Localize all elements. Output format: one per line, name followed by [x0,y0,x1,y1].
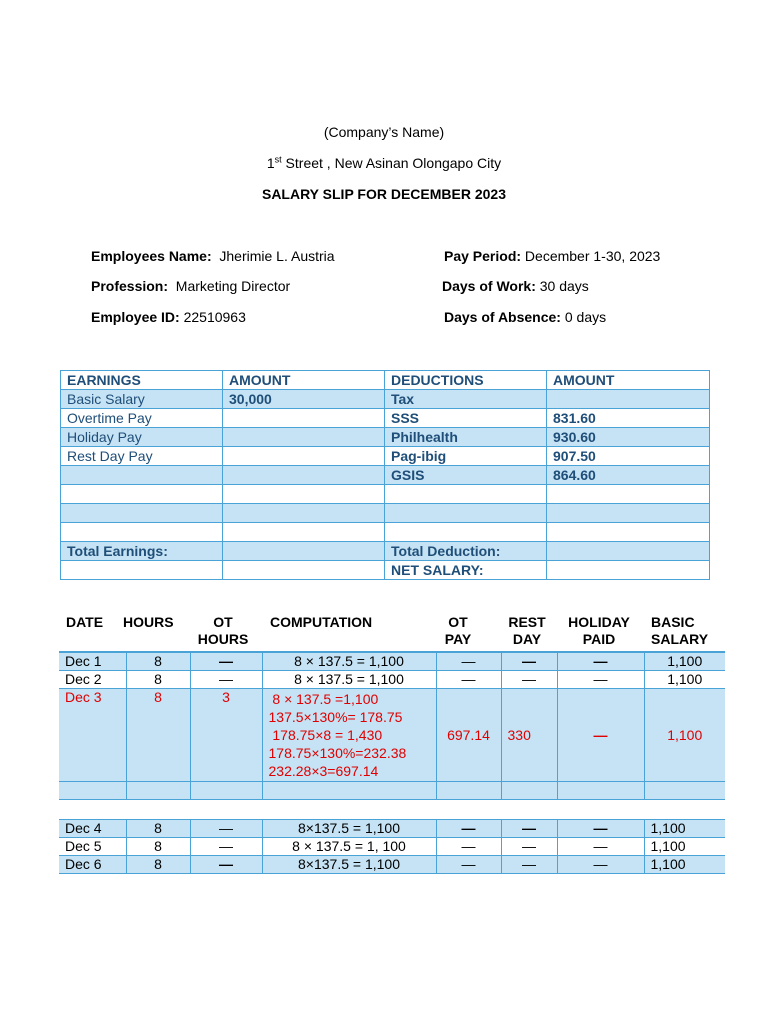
address-street: Street , New Asinan Olongapo City [281,155,502,171]
cell-ot-hours: 3 [190,689,262,782]
deduction-label: GSIS [385,466,547,485]
days-of-work-value: 30 days [539,278,589,294]
cell-basic: 1,100 [644,689,725,782]
empty-cell [262,782,436,800]
table-row [61,447,710,466]
header-hours: HOURS [123,614,174,630]
cell-date: Dec 3 [59,689,126,782]
empty-cell [385,523,547,542]
header-ot-pay-line1: OT [448,614,468,630]
cell-hours: 8 [126,838,190,856]
days-of-absence-line [444,309,606,325]
company-address [0,155,768,171]
earning-label: Rest Day Pay [61,447,223,466]
employee-id-label: Employee ID: [91,309,180,325]
cell-ot-hours: — [190,671,262,689]
profession-line [91,278,290,294]
earning-label: Basic Salary [61,390,223,409]
cell-rest-day: — [501,856,557,874]
earning-amount: 30,000 [223,390,385,409]
table-row [61,504,710,523]
cell-basic: 1,100 [644,856,725,874]
empty-cell [385,485,547,504]
total-deduction-label: Total Deduction: [385,542,547,561]
employee-name-line [91,248,335,264]
computation-line: 178.75×8 = 1,430 [268,727,383,743]
cell-hours: 8 [126,671,190,689]
empty-cell [61,561,223,580]
empty-cell [557,800,644,820]
net-salary-label: NET SALARY: [385,561,547,580]
computation-line: 8 × 137.5 =1,100 [268,691,379,707]
cell-holiday: — [557,838,644,856]
header-earnings: EARNINGS [61,371,223,390]
pay-period-label: Pay Period: [444,248,522,264]
empty-cell [223,485,385,504]
employee-id-line [91,309,246,325]
cell-date: Dec 4 [59,820,126,838]
cell-rest-day: — [501,838,557,856]
empty-cell [501,800,557,820]
cell-hours: 8 [126,856,190,874]
empty-cell [223,561,385,580]
table-row [61,523,710,542]
header-rest-day [500,614,554,648]
cell-date: Dec 2 [59,671,126,689]
net-salary-value [547,561,710,580]
earning-amount [223,466,385,485]
table-row [61,466,710,485]
table-row [61,485,710,504]
empty-cell [262,800,436,820]
table-row [59,671,725,689]
cell-date: Dec 6 [59,856,126,874]
empty-cell [61,523,223,542]
earning-amount [223,409,385,428]
cell-holiday: — [557,689,644,782]
cell-holiday: — [557,856,644,874]
cell-ot-hours: — [190,838,262,856]
cell-date: Dec 5 [59,838,126,856]
earning-amount [223,428,385,447]
total-earnings-value [223,542,385,561]
empty-cell [223,523,385,542]
computation-line: 137.5×130%= 178.75 [268,709,403,725]
header-ot-pay-line2: PAY [444,631,472,647]
empty-cell [61,485,223,504]
days-of-absence-label: Days of Absence: [444,309,561,325]
days-of-work-line [442,278,589,294]
empty-cell [385,504,547,523]
empty-cell [557,782,644,800]
header-ot-hours-line2: HOURS [197,631,249,647]
deduction-amount: 930.60 [547,428,710,447]
empty-cell [61,504,223,523]
deduction-amount: 831.60 [547,409,710,428]
header-holiday-line2: PAID [582,631,616,647]
header-basic-salary [651,614,708,648]
days-of-absence-value: 0 days [564,309,607,325]
earning-label [61,466,223,485]
cell-computation: 8 × 137.5 = 1,100 [262,671,436,689]
table-row [59,689,725,782]
cell-hours: 8 [126,820,190,838]
empty-cell [190,782,262,800]
cell-rest-day: — [501,652,557,671]
total-earnings-label: Total Earnings: [61,542,223,561]
cell-holiday: — [557,671,644,689]
deduction-label: Pag-ibig [385,447,547,466]
cell-ot-pay: — [436,820,501,838]
slip-title: SALARY SLIP FOR DECEMBER 2023 [261,186,507,202]
totals-row [61,542,710,561]
empty-cell [547,523,710,542]
cell-ot-pay: — [436,652,501,671]
cell-basic: 1,100 [644,652,725,671]
cell-rest-day: — [501,671,557,689]
cell-basic: 1,100 [644,838,725,856]
earning-amount [223,447,385,466]
table-row [59,856,725,874]
cell-ot-pay: — [436,856,501,874]
cell-ot-pay: — [436,671,501,689]
table-row [59,820,725,838]
empty-cell [644,800,725,820]
deduction-amount: 907.50 [547,447,710,466]
pay-period-line [444,248,660,264]
header-ot-pay [437,614,479,648]
table-gap [59,800,725,820]
empty-cell [436,800,501,820]
header-earnings-amount: AMOUNT [223,371,385,390]
daily-computation-table [59,651,725,874]
table-row [59,782,725,800]
table-row [61,409,710,428]
empty-cell [644,782,725,800]
earnings-deductions-table [60,370,710,580]
earning-label: Holiday Pay [61,428,223,447]
empty-cell [436,782,501,800]
header-basic-line2: SALARY [651,631,709,647]
deduction-label: Philhealth [385,428,547,447]
table-header-row [61,371,710,390]
header-deductions-amount: AMOUNT [547,371,710,390]
cell-holiday: — [557,820,644,838]
days-of-work-label: Days of Work: [442,278,536,294]
header-deductions: DEDUCTIONS [385,371,547,390]
header-holiday-line1: HOLIDAY [568,614,630,630]
earning-label: Overtime Pay [61,409,223,428]
empty-cell [223,504,385,523]
profession-label: Profession: [91,278,169,294]
header-ot-hours-line1: OT [213,614,233,630]
pay-period-value: December 1-30, 2023 [524,248,661,264]
employee-name-label: Employees Name: [91,248,212,264]
cell-hours: 8 [126,689,190,782]
cell-ot-pay: 697.14 [436,689,501,782]
cell-computation: 8×137.5 = 1,100 [262,820,436,838]
deduction-amount: 864.60 [547,466,710,485]
cell-computation: 8 × 137.5 = 1,100 [262,652,436,671]
cell-basic: 1,100 [644,820,725,838]
cell-rest-day: 330 [501,689,557,782]
cell-ot-hours: — [190,820,262,838]
total-deduction-value [547,542,710,561]
cell-date: Dec 1 [59,652,126,671]
address-number: 1 [266,155,275,171]
employee-name-value: Jherimie L. Austria [219,248,335,264]
header-computation: COMPUTATION [270,614,373,630]
company-name: (Company’s Name) [323,124,445,140]
cell-hours: 8 [126,652,190,671]
header-rest-day-line2: DAY [512,631,542,647]
empty-cell [547,485,710,504]
cell-computation: 8 × 137.5 = 1, 100 [262,838,436,856]
table-row [59,652,725,671]
empty-cell [59,800,126,820]
employee-id-value: 22510963 [183,309,246,325]
computation-line: 232.28×3=697.14 [268,763,379,779]
empty-cell [126,782,190,800]
header-basic-line1: BASIC [651,614,695,630]
empty-cell [126,800,190,820]
deduction-amount [547,390,710,409]
computation-line: 178.75×130%=232.38 [268,745,407,761]
header-holiday-paid [560,614,638,648]
cell-basic: 1,100 [644,671,725,689]
cell-holiday: — [557,652,644,671]
header-rest-day-line1: REST [508,614,546,630]
cell-rest-day: — [501,820,557,838]
cell-ot-hours: — [190,652,262,671]
net-salary-row [61,561,710,580]
empty-cell [190,800,262,820]
cell-ot-pay: — [436,838,501,856]
profession-value: Marketing Director [175,278,291,294]
table-row [61,428,710,447]
table-row [59,838,725,856]
deduction-label: SSS [385,409,547,428]
deduction-label: Tax [385,390,547,409]
empty-cell [59,782,126,800]
header-date: DATE [66,614,104,630]
header-ot-hours [190,614,256,648]
cell-ot-hours: — [190,856,262,874]
cell-computation [262,689,436,782]
empty-cell [547,504,710,523]
address-ordinal: st [274,154,282,165]
table-row [61,390,710,409]
empty-cell [501,782,557,800]
cell-computation: 8×137.5 = 1,100 [262,856,436,874]
